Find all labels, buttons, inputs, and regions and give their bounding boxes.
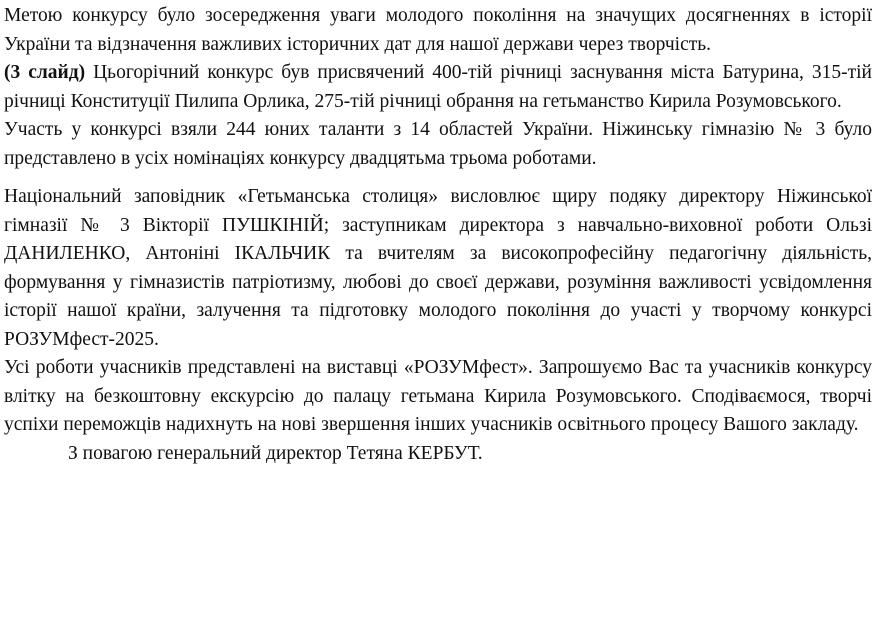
paragraph-text: Участь у конкурсі взяли 244 юних таланти з 14 областей України. Ніжинську гімназію № 3 було представлено в усіх номінаціях конкурсу двадцятьма трьома роботами. xyxy=(4,119,872,169)
paragraph-text: Національний заповідник «Гетьманська столиця» висловлює щиру подяку директору Ніжинської гімназії № 3 Вікторії ПУШКІНІЙ; заступникам директора з навчально-виховної роботи Ользі ДАНИЛЕНКО, Антоніні ІКАЛЬЧИК та вчителям за високопрофесійну педагогічну діяльність, формування у гімназистів патріотизму, любові до своєї держави, розуміння важливості усвідомлення історії нашої країни, залучення та підготовку молодого покоління до участі у творчому конкурсі РОЗУМфест-2025. xyxy=(4,186,872,350)
slide-marker: (3 слайд) xyxy=(4,62,86,83)
paragraph-text: Цьогорічний конкурс був присвячений 400-тій річниці заснування міста Батурина, 315-тій річниці Конституції Пилипа Орлика, 275-тій річниці обрання на гетьманство Кирила Розумовського. xyxy=(4,62,872,112)
paragraph-participants xyxy=(4,116,872,173)
paragraph-text: Метою конкурсу було зосередження уваги молодого покоління на значущих досягненнях в історії України та відзначення важливих історичних дат для нашої держави через творчість. xyxy=(4,5,872,55)
paragraph-text: Усі роботи учасників представлені на виставці «РОЗУМфест». Запрошуємо Вас та учасників конкурсу влітку на безкоштовну екскурсію до палацу гетьмана Кирила Розумовського. Сподіваємося, творчі успіхи переможців надихнуть на нові звершення інших учасників освітнього процесу Вашого закладу. xyxy=(4,357,872,435)
paragraph-contest-goal xyxy=(4,2,872,59)
paragraph-invitation xyxy=(4,354,872,440)
paragraph-gratitude xyxy=(4,183,872,354)
signature-line: З повагою генеральний директор Тетяна КЕРБУТ. xyxy=(68,442,483,464)
paragraph-slide-3 xyxy=(4,59,872,116)
